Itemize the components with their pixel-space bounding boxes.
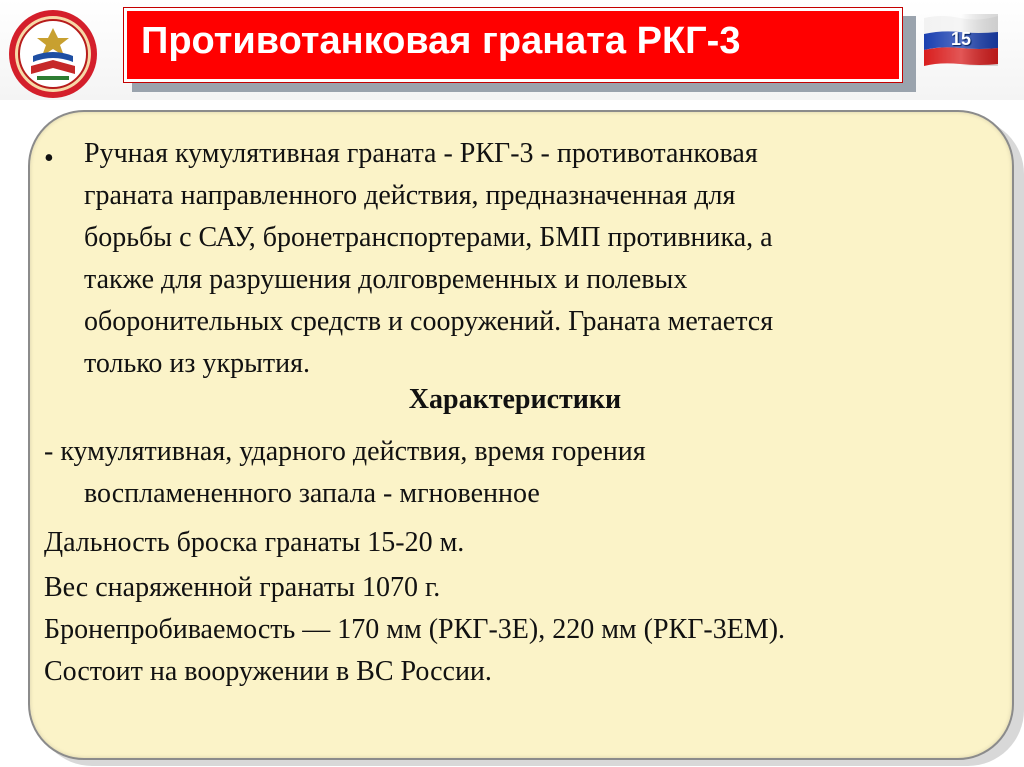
feature-line: воспламененного запала - мгновенное — [84, 478, 540, 509]
spec-service-status: Состоит на вооружении в ВС России. — [44, 656, 492, 687]
characteristics-heading: Характеристики — [408, 384, 622, 415]
paragraph-line: также для разрушения долговременных и полевых — [84, 264, 688, 295]
description-paragraph — [84, 133, 974, 385]
slide-title: Противотанковая граната РКГ-3 — [141, 20, 741, 62]
page-number: 15 — [950, 29, 972, 49]
paragraph-line: граната направленного действия, предназначенная для — [84, 180, 736, 211]
military-emblem-icon — [7, 8, 99, 100]
paragraph-line: Ручная кумулятивная граната - РКГ-3 - противотанковая — [84, 138, 758, 169]
paragraph-line: оборонительных средств и сооружений. Граната метается — [84, 306, 774, 337]
characteristics-list — [44, 431, 646, 515]
bullet-marker: • — [44, 143, 54, 174]
title-bar — [124, 8, 902, 82]
spec-armor-penetration: Бронепробиваемость — 170 мм (РКГ-3Е), 220 мм (РКГ-3ЕМ). — [44, 614, 786, 645]
paragraph-line: борьбы с САУ, бронетранспортерами, БМП противника, а — [84, 222, 773, 253]
paragraph-line: только из укрытия. — [84, 348, 310, 379]
feature-line: - кумулятивная, ударного действия, время горения — [44, 436, 646, 467]
spec-weight: Вес снаряженной гранаты 1070 г. — [44, 572, 441, 603]
spec-throw-range: Дальность броска гранаты 15-20 м. — [44, 527, 465, 558]
